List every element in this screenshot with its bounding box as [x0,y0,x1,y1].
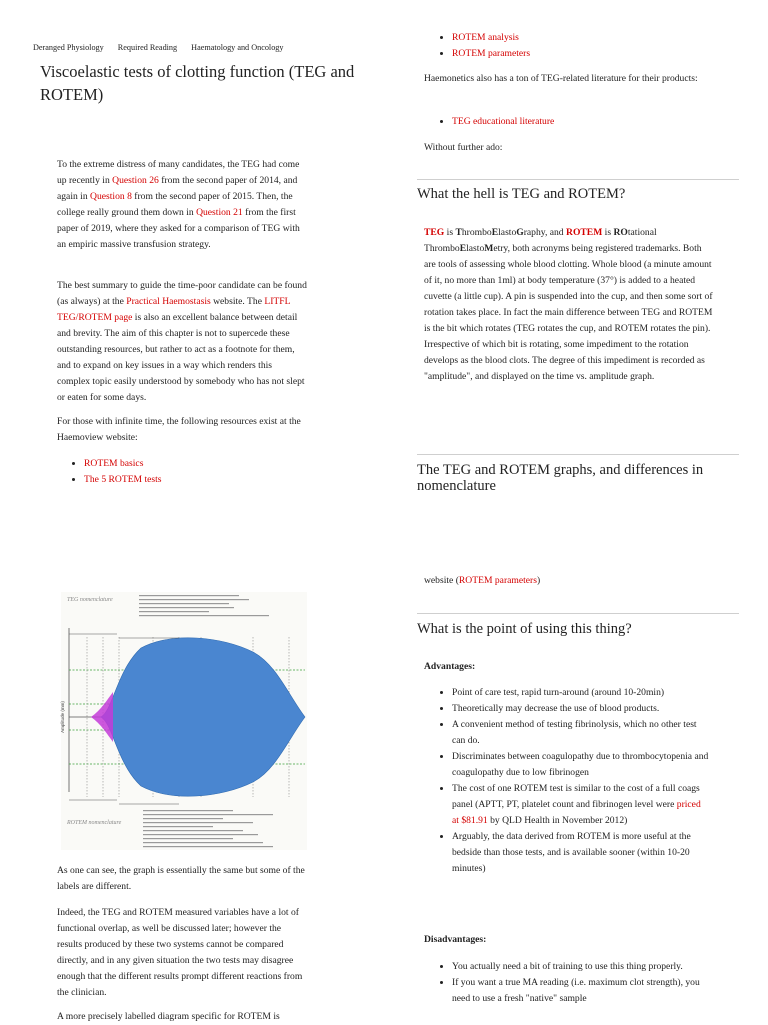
list-item: • A convenient method of testing fibrinolysis, which no other test can do. [452,717,710,749]
haemonetics-paragraph: Haemonetics also has a ton of TEG-related literature for their products: [424,73,698,84]
website-line [424,573,714,589]
heading-what-is-teg: What the hell is TEG and ROTEM? [417,186,626,202]
text: E [491,227,499,238]
text: E [459,243,467,254]
breadcrumb-item[interactable]: Haematology and Oncology [191,43,284,52]
rotem-analysis-link[interactable]: ROTEM analysis [452,32,519,43]
without-ado: Without further ado: [424,142,503,153]
rotem-parameters-link-2[interactable]: ROTEM parameters [458,575,537,586]
list-item [452,781,710,829]
question-21-link[interactable]: Question 21 [196,207,243,218]
diagram-svg [61,592,307,850]
after-diagram-paragraph-3: A more precisely labelled diagram specific for ROTEM is [57,1011,280,1022]
y-axis-label: Amplitude (mm) [60,701,65,733]
teg-literature-list [424,114,752,130]
divider [417,454,739,455]
text: To the extreme distress of many candidates, the TEG had come up recently in [57,159,300,186]
list-item [84,472,324,488]
text: is [602,227,614,238]
list-item [84,456,324,472]
list-item [452,30,752,46]
question-26-link[interactable]: Question 26 [112,175,159,186]
text: from the second paper of 2014, and again in [57,175,298,202]
text: by QLD Health in November 2012) [487,815,628,826]
text: lasto [498,227,517,238]
what-is-teg-paragraph [424,225,714,385]
rotem-basics-link[interactable]: ROTEM basics [84,458,144,469]
text: Thrombo [424,243,460,254]
five-rotem-tests-link[interactable]: The 5 ROTEM tests [84,474,162,485]
rotem-term: ROTEM [566,227,603,238]
breadcrumb [33,43,296,52]
page-title: Viscoelastic tests of clotting function (TEG and ROTEM) [40,62,355,104]
rotem-nomenclature-label: ROTEM nomenclature [67,820,122,826]
list-item: • Arguably, the data derived from ROTEM is more useful at the bedside than those tests, and is available sooner (within 10-20 minutes) [452,829,710,877]
haemoview-links-2 [424,30,752,62]
advantages-label: Advantages: [424,661,476,672]
divider [417,613,739,614]
text: website ( [424,575,459,586]
teg-rotem-diagram [61,592,307,850]
text: hrombo [461,227,492,238]
text: is [444,227,456,238]
advantages-list [424,685,710,877]
intro-paragraph-2 [57,278,307,406]
text: from the first paper of 2019, where they asked for a comparison of TEG with an empiric massive transfusion strategy. [57,207,300,250]
text: etry, both acronyms being registered trademarks. Both are tools of assessing whole blood clotting. Whole blood (a minute amount of it, no more than 1ml) at body temperature (37°) is added to a heated cuvette (a little cup). A pin is suspended into the cup, and then some sort of rotation takes place. In fact the main difference between TEG and ROTEM is the bit which rotates (TEG rotates the cup, and ROTEM rotates the pin). Irrespective of which bit is rotating, some impediment to the rotation develops as the blood clots. The degree of this impediment is recorded as "amplitude", and displayed on the time vs. amplitude graph. [424,243,713,382]
breadcrumb-item[interactable]: Deranged Physiology [33,43,104,52]
list-item: • You actually need a bit of training to use this thing properly. [452,959,710,975]
text: M [484,243,494,254]
breadcrumb-item[interactable]: Required Reading [117,43,178,52]
text: is also an excellent balance between detail and brevity. The aim of this chapter is not to supercede these outstanding resources, but rather to act as a footnote for them, and to expand on key issues in a way which renders this complex topic easily understood by somebody who has not slept or eaten for some days. [57,312,305,403]
price-link[interactable]: priced at $81.91 [452,799,701,826]
text: raphy, and [523,227,567,238]
list-item [452,114,752,130]
list-item: • Point of care test, rapid turn-around (around 10-20min) [452,685,710,701]
teg-literature-link[interactable]: TEG educational literature [452,116,555,127]
disadvantages-list [424,959,710,1007]
teg-nomenclature-label: TEG nomenclature [67,597,113,603]
divider [417,179,739,180]
text: The best summary to guide the time-poor candidate can be found (as always) at the [57,280,307,307]
text: ) [536,575,541,586]
disadvantages-label: Disadvantages: [424,934,487,945]
after-diagram-paragraph-1: As one can see, the graph is essentially the same but some of the labels are different. [57,865,305,892]
text: tational [627,227,657,238]
heading-graphs: The TEG and ROTEM graphs, and differences in nomenclature [417,462,704,494]
rotem-parameters-link[interactable]: ROTEM parameters [452,48,531,59]
teg-term: TEG [424,227,445,238]
after-diagram-paragraph-2: Indeed, the TEG and ROTEM measured variables have a lot of functional overlap, as well be discussed later; however the results produced by these two systems cannot be compared directly, and in any given situation the two tests may disagree enough that the different results prompt different reactions from the clinician. [57,907,303,998]
haemoview-links [56,456,324,488]
list-item: • If you want a true MA reading (i.e. maximum clot strength), you need to use a fresh "native" sample [452,975,710,1007]
list-item: • Discriminates between coagulopathy due to thrombocytopenia and coagulopathy due to low fibrinogen [452,749,710,781]
list-item: • Theoretically may decrease the use of blood products. [452,701,710,717]
heading-point: What is the point of using this thing? [417,621,632,637]
practical-haemostasis-link[interactable]: Practical Haemostasis [126,296,211,307]
text: lasto [466,243,485,254]
list-item [452,46,752,62]
intro-paragraph-1 [57,157,307,253]
text: The cost of one ROTEM test is similar to the cost of a full coags panel (APTT, PT, platelet count and fibrinogen level were [452,783,700,810]
text: T [455,227,462,238]
text: G [516,227,524,238]
litfl-link[interactable]: LITFL TEG/ROTEM page [57,296,291,323]
question-8-link[interactable]: Question 8 [90,191,132,202]
intro-paragraph-3: For those with infinite time, the following resources exist at the Haemoview website: [57,416,301,443]
text: RO [613,227,628,238]
text: from the second paper of 2015. Then, the college really ground them down in [57,191,293,218]
text: website. The [210,296,265,307]
